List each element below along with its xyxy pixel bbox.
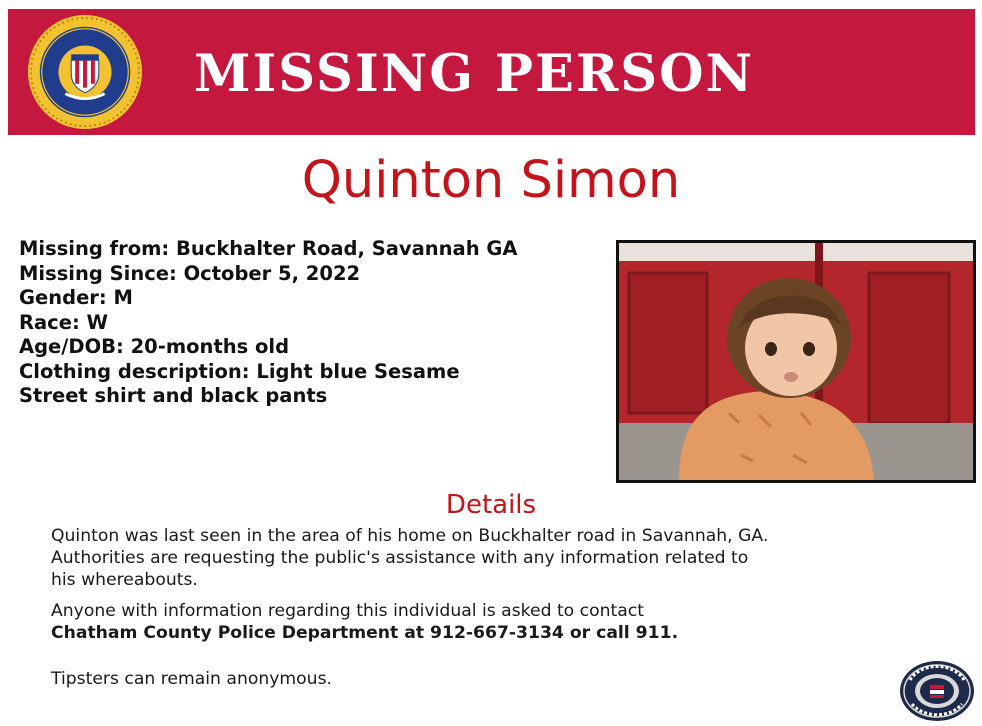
details-line: Authorities are requesting the public's assistance with any information related to bbox=[51, 548, 749, 568]
details-line: his whereabouts. bbox=[51, 570, 198, 590]
person-photo bbox=[616, 240, 976, 483]
contact-line: Anyone with information regarding this individual is asked to contact bbox=[51, 601, 644, 621]
fact-race: Race: W bbox=[19, 310, 109, 334]
person-name: Quinton Simon bbox=[301, 151, 681, 210]
contact-phone-line: Chatham County Police Department at 912-667-3134 or call 911. bbox=[51, 623, 679, 643]
contact-paragraph bbox=[51, 600, 931, 644]
fact-missing-since: Missing Since: October 5, 2022 bbox=[19, 261, 361, 285]
details-heading: Details bbox=[445, 490, 537, 520]
fact-gender: Gender: M bbox=[19, 286, 133, 309]
chatham-county-police-badge-icon bbox=[898, 660, 976, 722]
details-line: Quinton was last seen in the area of his home on Buckhalter road in Savannah, GA. bbox=[51, 526, 769, 546]
fact-clothing: Clothing description: Light blue Sesame bbox=[19, 359, 460, 383]
fact-age: Age/DOB: 20-months old bbox=[19, 335, 290, 358]
details-paragraph-1 bbox=[51, 525, 931, 591]
header-banner bbox=[8, 9, 975, 135]
fact-missing-from: Missing from: Buckhalter Road, Savannah GA bbox=[19, 237, 518, 260]
child-photo-icon bbox=[619, 243, 973, 480]
banner-title: MISSING PERSON bbox=[194, 44, 755, 104]
fbi-seal-icon bbox=[26, 13, 144, 131]
person-facts bbox=[19, 237, 599, 409]
fact-clothing-cont: Street shirt and black pants bbox=[19, 384, 328, 407]
anonymous-note: Tipsters can remain anonymous. bbox=[51, 669, 332, 689]
